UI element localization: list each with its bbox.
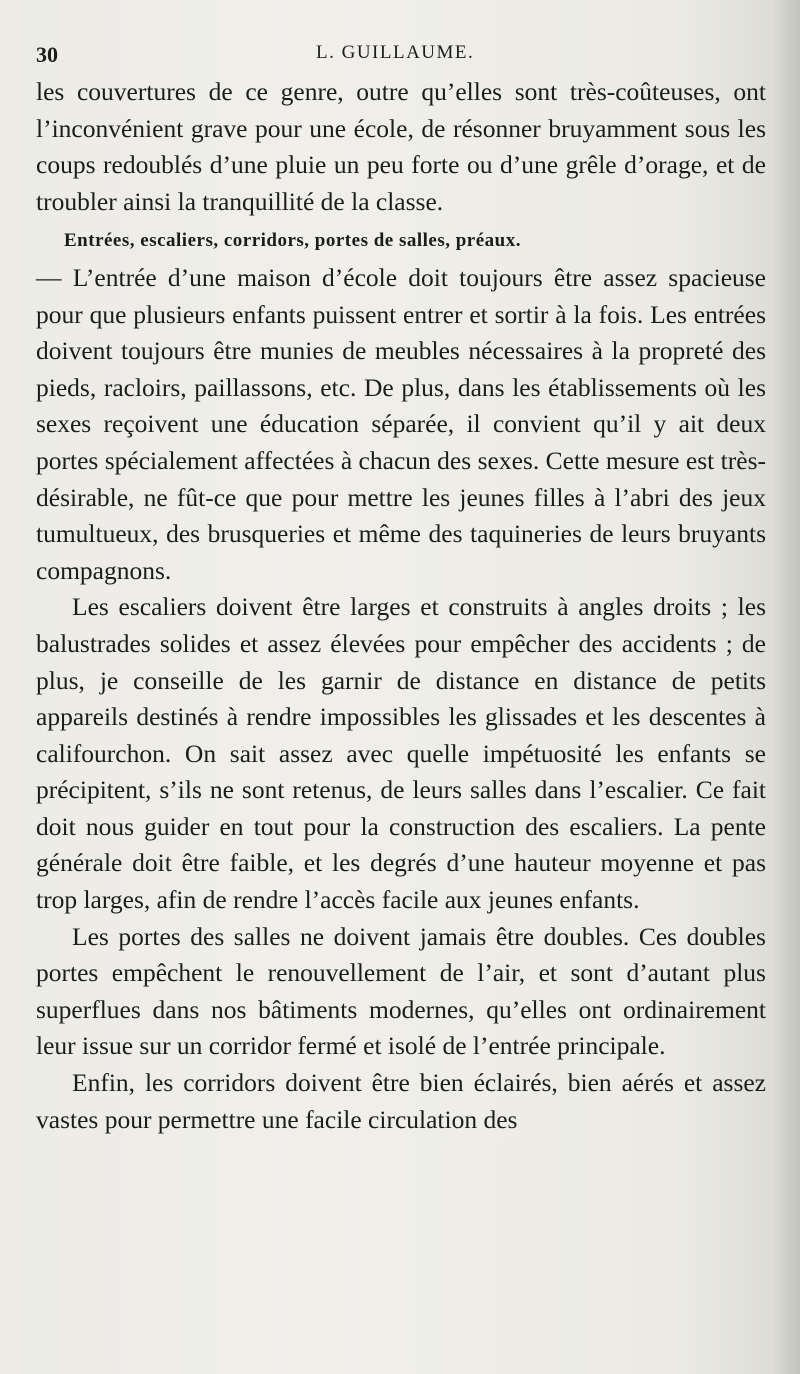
paragraph-stairs: Les escaliers doivent être larges et construits à angles droits ; les balustrades solides et assez élevées pour empêcher des accidents ; de plus, je conseille de les garnir de distance en distance de petits appareils destinés à rendre impossibles les glissades et les descentes à califourchon. On sait assez avec quelle impétuosité les enfants se précipitent, s’ils ne sont retenus, de leurs salles dans l’escalier. Ce fait doit nous guider en tout pour la construction des escaliers. La pente générale doit être faible, et les degrés d’une hauteur moyenne et pas trop larges, afin de rendre l’accès facile aux jeunes enfants. bbox=[36, 592, 766, 915]
paragraph-doors: Les portes des salles ne doivent jamais être doubles. Ces doubles portes empêchent le renouvellement de l’air, et sont d’autant plus superflues dans nos bâtiments modernes, qu’elles ont ordinairement leur issue sur un corridor fermé et isolé de l’entrée principale. bbox=[36, 921, 766, 1061]
section-heading-line bbox=[36, 220, 766, 260]
page-edge-shadow bbox=[772, 0, 800, 1374]
paragraph-roof-continuation: les couvertures de ce genre, outre qu’elles sont très-coûteuses, ont l’inconvénient grave pour une école, de résonner bruyamment sous les coups redoublés d’une pluie un peu forte ou d’une grêle d’orage, et de troubler ainsi la tranquillité de la classe. bbox=[36, 77, 766, 216]
paragraph-corridors: Enfin, les corridors doivent être bien éclairés, bien aérés et assez vastes pour permettre une facile circulation des bbox=[36, 1068, 766, 1134]
page-number: 30 bbox=[36, 42, 58, 67]
page-header bbox=[36, 38, 766, 74]
section-heading: Entrées, escaliers, corridors, portes de salles, préaux. bbox=[64, 230, 521, 252]
paragraph-entrances: — L’entrée d’une maison d’école doit toujours être assez spacieuse pour que plusieurs enfants puissent entrer et sortir à la fois. Les entrées doivent toujours être munies de meubles nécessaires à la propreté des pieds, racloirs, paillassons, etc. De plus, dans les établissements où les sexes reçoivent une éducation séparée, il convient qu’il y ait deux portes spécialement affectées à chacun des sexes. Cette mesure est très-désirable, ne fût-ce que pour mettre les jeunes filles à l’abri des jeux tumultueux, des brusqueries et même des taquineries de leurs bruyants compagnons. bbox=[36, 262, 766, 585]
page-body bbox=[36, 74, 766, 1138]
running-head: L. GUILLAUME. bbox=[316, 42, 475, 63]
